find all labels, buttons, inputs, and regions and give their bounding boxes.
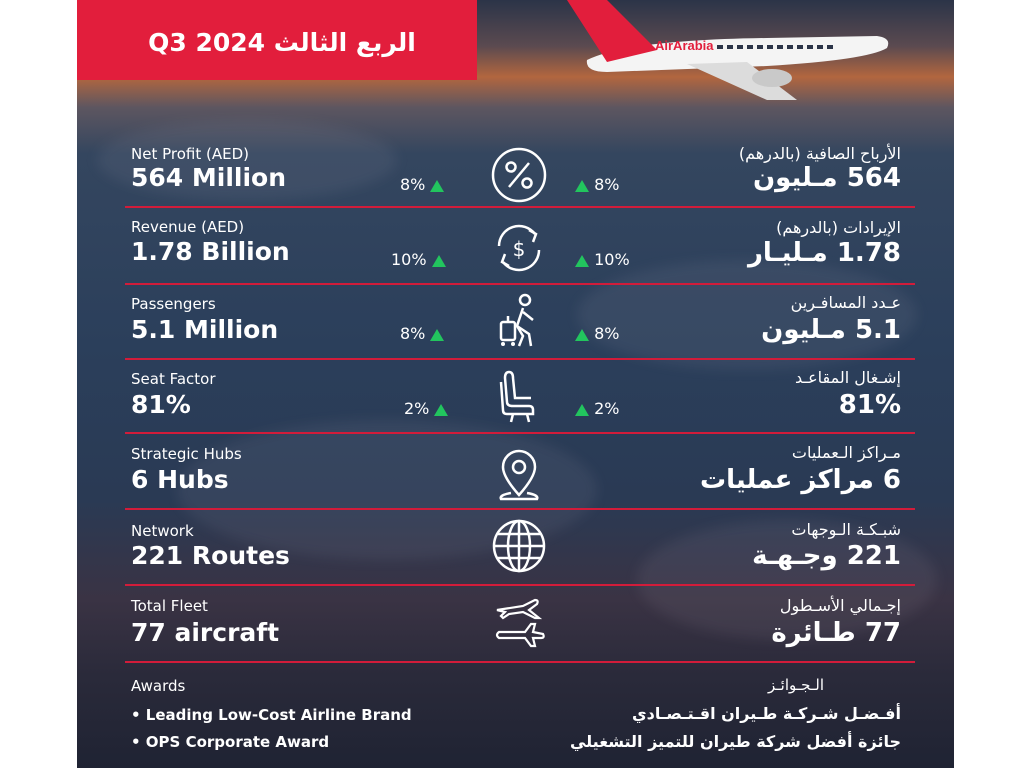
metric-label-ar: شبـكـة الـوجهات (791, 520, 901, 539)
row-separator (125, 432, 915, 434)
row-separator (125, 661, 915, 663)
change-indicator-en: 10% (391, 250, 446, 269)
row-separator (125, 508, 915, 510)
row-separator (125, 206, 915, 208)
dollar-cycle-icon (489, 218, 549, 278)
metric-label-ar: مـراكز الـعمليات (791, 443, 901, 462)
globe-icon (489, 516, 549, 576)
award-item-ar: جائزة أفضل شركة طيران للتميز التشغيلي (569, 732, 901, 751)
metric-label-en: Seat Factor (131, 370, 216, 388)
seat-icon (489, 366, 549, 426)
row-separator (125, 584, 915, 586)
banner-title: الربع الثالث 2024 Q3 (148, 28, 416, 57)
metric-label-ar: إجـمالي الأسـطول (779, 596, 901, 615)
up-arrow-icon (575, 404, 589, 416)
metric-label-ar: الأرباح الصافية (بالدرهم) (738, 144, 901, 163)
metric-label-en: Strategic Hubs (131, 445, 242, 463)
up-arrow-icon (430, 180, 444, 192)
metric-value-ar: 81% (838, 390, 901, 420)
airplane-illustration (567, 0, 897, 100)
awards-title-ar: الـجـوائـز (768, 676, 824, 694)
metric-label-ar: إشـغال المقاعـد (794, 368, 901, 387)
metric-value-en: 564 Million (131, 163, 287, 192)
up-arrow-icon (575, 329, 589, 341)
quarter-banner (77, 0, 477, 80)
metric-value-en: 221 Routes (131, 541, 290, 570)
metric-label-ar: الإيرادات (بالدرهم) (776, 218, 901, 237)
award-item-ar: أفـضـل شـركـة طـيران اقـتـصـادي (632, 704, 901, 723)
airline-logo-text: AirArabia (655, 38, 714, 53)
metric-label-en: Passengers (131, 295, 216, 313)
metric-value-en: 1.78 Billion (131, 237, 290, 266)
location-pin-icon (489, 443, 549, 503)
change-indicator-ar: 10% (575, 250, 630, 269)
up-arrow-icon (575, 180, 589, 192)
svg-text:$: $ (512, 237, 526, 261)
up-arrow-icon (432, 255, 446, 267)
up-arrow-icon (575, 255, 589, 267)
metric-value-ar: 564 مـليون (752, 163, 901, 193)
metric-label-en: Revenue (AED) (131, 218, 245, 236)
metric-label-en: Total Fleet (131, 597, 208, 615)
infographic-card (77, 0, 954, 768)
row-separator (125, 283, 915, 285)
metric-value-ar: 6 مراكز عمليات (700, 465, 901, 495)
traveler-icon (489, 290, 549, 350)
metric-value-ar: 77 طـائرة (771, 618, 901, 648)
change-indicator-en: 2% (404, 399, 448, 418)
metric-value-en: 6 Hubs (131, 465, 229, 494)
up-arrow-icon (430, 329, 444, 341)
award-item-en: • OPS Corporate Award (131, 733, 330, 751)
row-separator (125, 358, 915, 360)
metric-value-ar: 1.78 مـليـار (747, 238, 901, 268)
metric-value-en: 77 aircraft (131, 618, 280, 647)
metric-value-en: 5.1 Million (131, 315, 279, 344)
change-indicator-en: 8% (400, 324, 444, 343)
metric-value-ar: 221 وجـهـة (752, 541, 901, 571)
change-indicator-ar: 8% (575, 175, 619, 194)
change-indicator-ar: 8% (575, 324, 619, 343)
award-item-en: • Leading Low-Cost Airline Brand (131, 706, 412, 724)
metric-value-ar: 5.1 مـليون (761, 315, 901, 345)
change-indicator-ar: 2% (575, 399, 619, 418)
metric-label-en: Net Profit (AED) (131, 145, 249, 163)
metric-value-en: 81% (131, 390, 191, 419)
metric-label-en: Network (131, 522, 194, 540)
change-indicator-en: 8% (400, 175, 444, 194)
percent-icon (489, 145, 549, 205)
awards-title-en: Awards (131, 677, 186, 695)
airplanes-icon (489, 592, 549, 652)
metric-label-ar: عـدد المسافـرين (790, 293, 901, 312)
up-arrow-icon (434, 404, 448, 416)
